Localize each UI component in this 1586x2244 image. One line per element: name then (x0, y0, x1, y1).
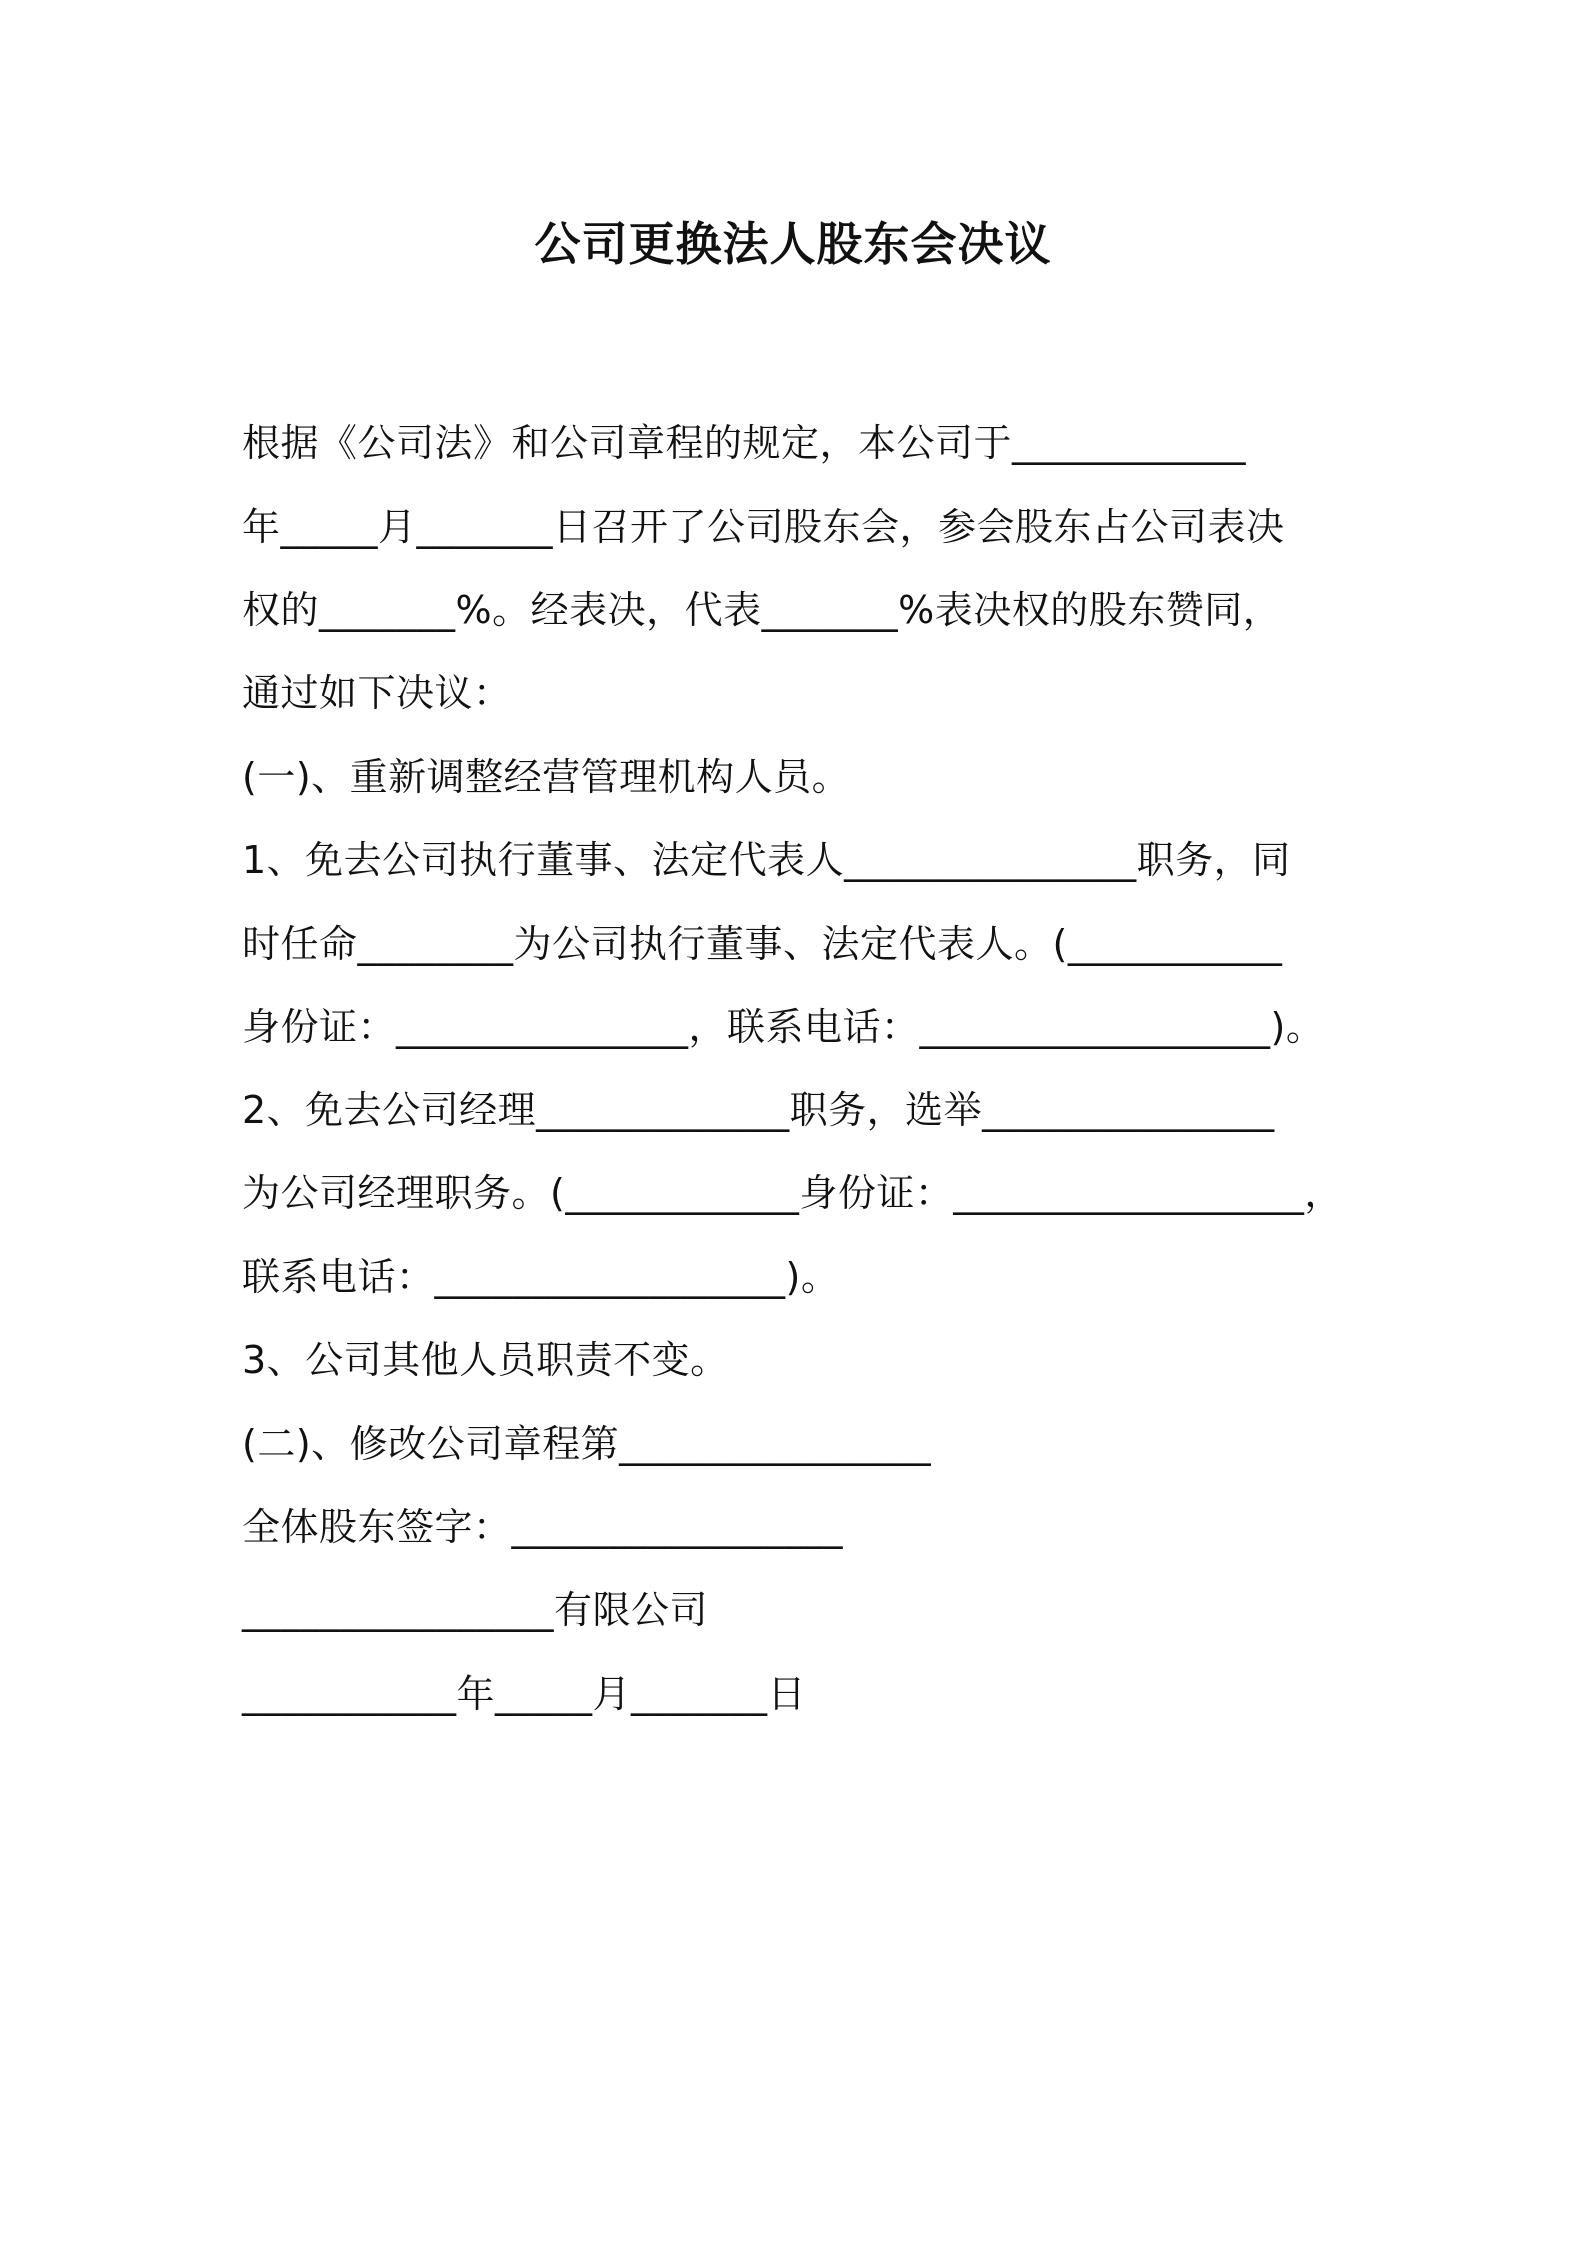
signature-line: 全体股东签字：_________________ (242, 1505, 844, 1549)
section-heading-2: (二)、修改公司章程第________________ (242, 1422, 932, 1466)
item-2-line: 联系电话：__________________)。 (242, 1255, 840, 1299)
paragraph-line: 年_____月_______日召开了公司股东会，参会股东占公司表决 (242, 505, 1285, 549)
document-title: 公司更换法人股东会决议 (534, 217, 1052, 271)
item-3-line: 3、公司其他人员职责不变。 (242, 1338, 729, 1382)
date-line: ___________年_____月_______日 (242, 1672, 807, 1716)
item-1-line: 时任命________为公司执行董事、法定代表人。(___________ (242, 922, 1283, 966)
item-2-line: 2、免去公司经理_____________职务，选举_______________ (242, 1088, 1275, 1132)
section-heading-1: (一)、重新调整经营管理机构人员。 (242, 755, 851, 799)
item-1-line: 身份证：_______________，联系电话：__________________)。 (242, 1005, 1325, 1049)
company-name-line: ________________有限公司 (242, 1588, 709, 1632)
paragraph-line: 根据《公司法》和公司章程的规定，本公司于____________ (242, 421, 1247, 465)
paragraph-line: 通过如下决议： (242, 671, 512, 715)
item-2-line: 为公司经理职务。(____________身份证：__________________， (242, 1171, 1343, 1215)
paragraph-line: 权的_______%。经表决，代表_______%表决权的股东赞同， (242, 588, 1282, 632)
item-1-line: 1、免去公司执行董事、法定代表人_______________职务，同 (242, 838, 1291, 882)
